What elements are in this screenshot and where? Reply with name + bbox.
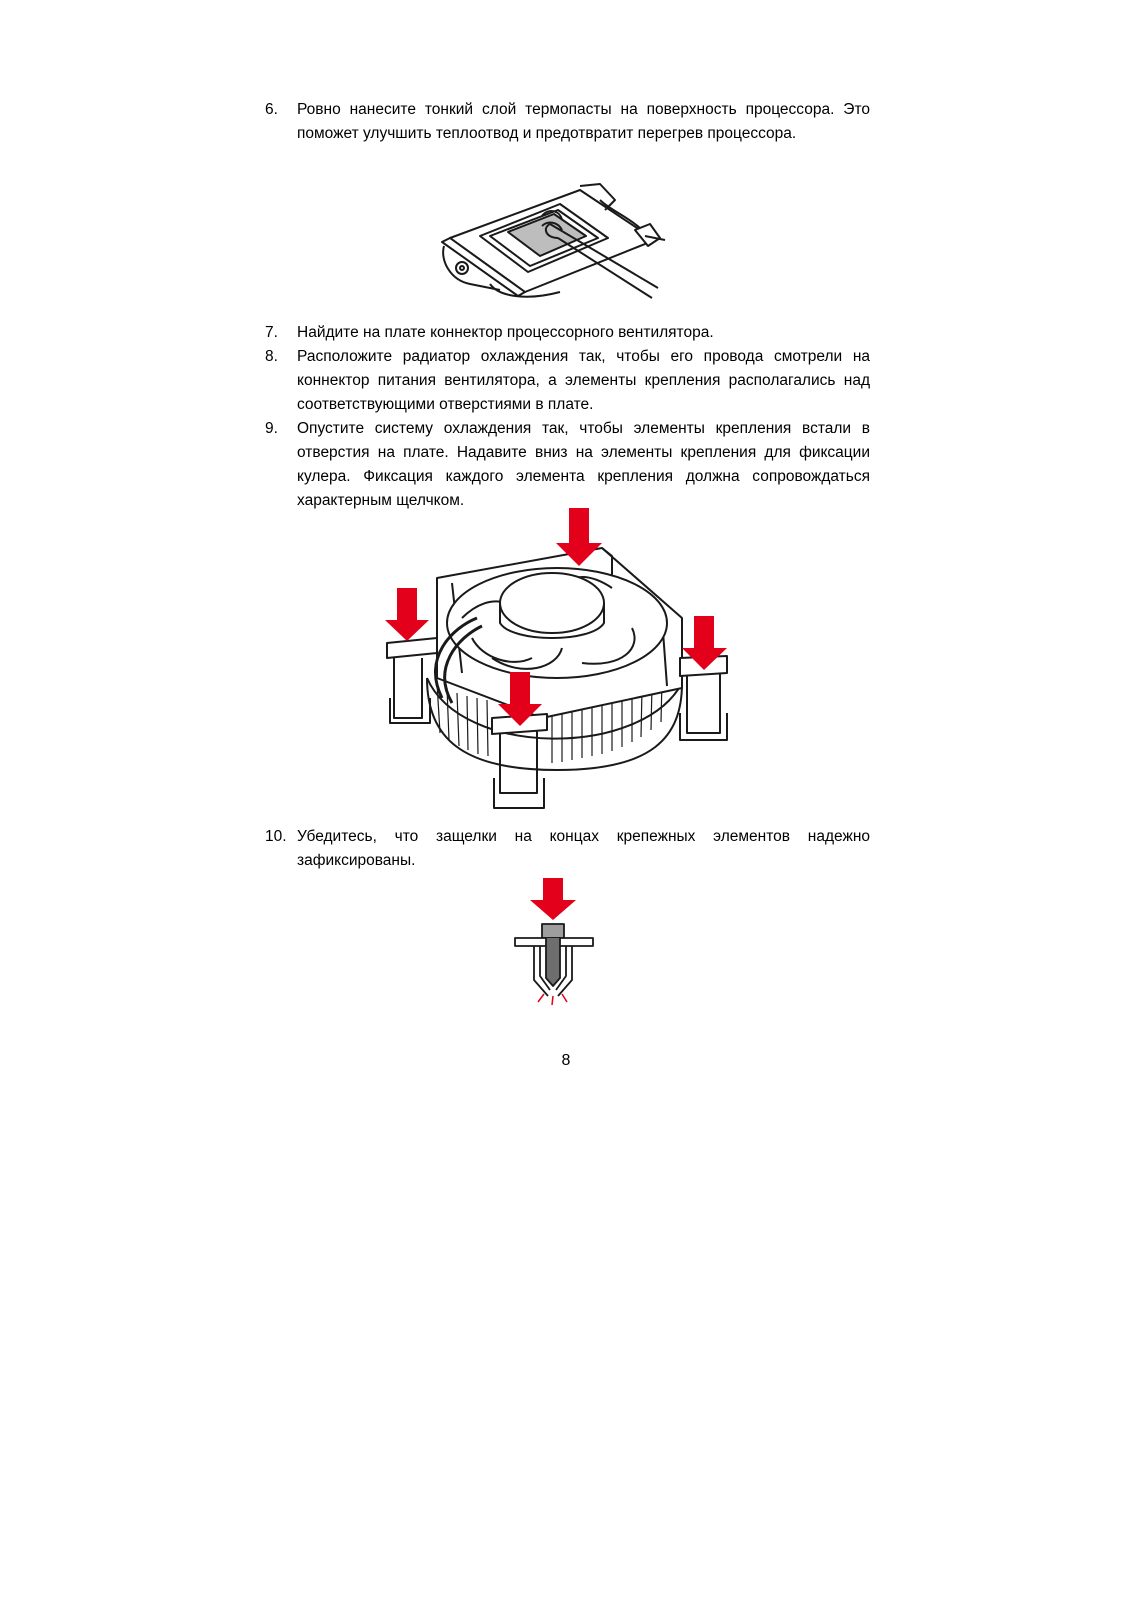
step-9 <box>265 417 870 513</box>
step-text: Расположите радиатор охлаждения так, чтобы его провода смотрели на коннектор питания вентилятора, а элементы крепления располагались над соответствующими отверстиями в плате. <box>297 348 870 413</box>
step-number: 9. <box>265 420 278 437</box>
step-number: 10. <box>265 828 287 845</box>
step-text: Ровно нанесите тонкий слой термопасты на поверхность процессора. Это поможет улучшить теплоотвод и предотвратит перегрев процессора. <box>297 101 870 142</box>
step-text: Найдите на плате коннектор процессорного вентилятора. <box>297 324 714 341</box>
step-7 <box>265 321 870 345</box>
down-arrow-icon <box>530 878 576 920</box>
step-text: Опустите систему охлаждения так, чтобы элементы крепления встали в отверстия на плате. Надавите вниз на элементы крепления для фиксации кулера. Фиксация каждого элемента крепления должна сопровождаться характерным щелчком. <box>297 420 870 509</box>
push-pin-latch-illustration <box>510 878 610 1013</box>
step-8 <box>265 345 870 417</box>
page-number: 8 <box>561 1052 571 1069</box>
step-text: Убедитесь, что защелки на концах крепежных элементов надежно зафиксированы. <box>297 828 870 869</box>
cooler-installation-illustration <box>382 508 737 818</box>
step-number: 7. <box>265 324 278 341</box>
step-6 <box>265 98 870 146</box>
thermal-paste-illustration <box>430 180 680 305</box>
step-10 <box>265 825 870 873</box>
step-number: 6. <box>265 101 278 118</box>
step-number: 8. <box>265 348 278 365</box>
